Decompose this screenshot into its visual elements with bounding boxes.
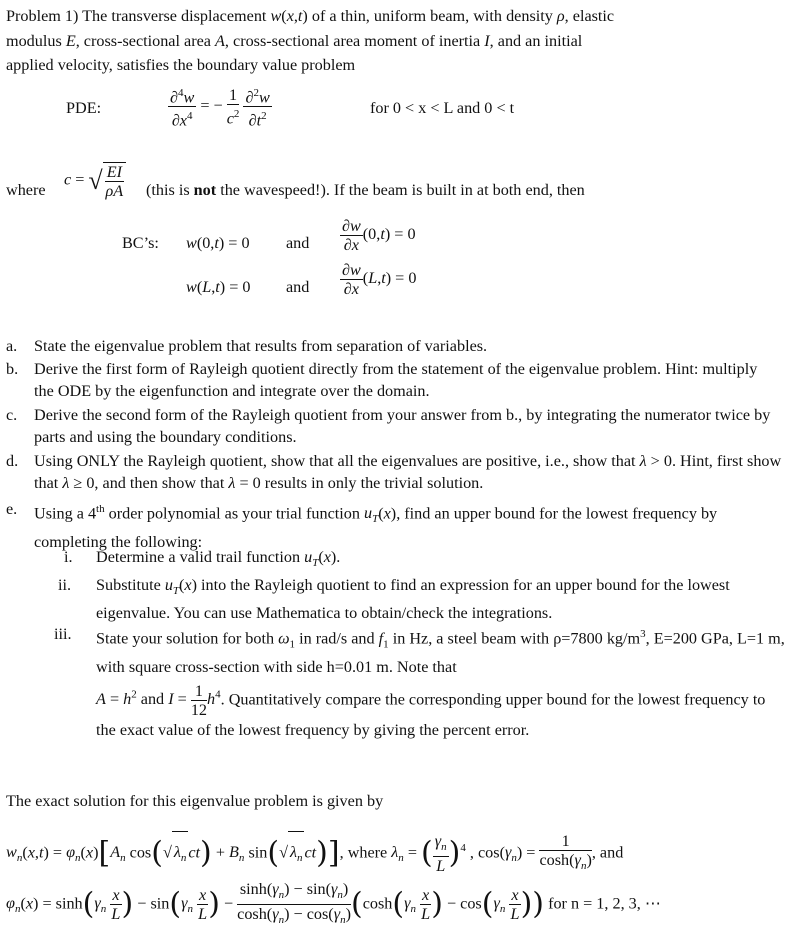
subitem-ii-text: Substitute xyxy=(96,576,161,594)
where-text: the wavespeed!). If the beam is built in at both end, then xyxy=(220,181,585,199)
exact-for-n: for n = 1, 2, 3, ⋯ xyxy=(548,894,662,913)
item-e: Using a 4th order polynomial as your trial function $u_T(x)$, find an upper bound for the lowest frequency by completing the following: xyxy=(34,503,718,551)
subitem-iii-text: . Quantitatively compare the corresponding upper bound for the lowest frequency to the exact value of the lowest frequency by giving the percent error. xyxy=(96,690,766,739)
item-label-b: b. xyxy=(6,360,19,378)
subitem-i-text: Determine a valid trail function xyxy=(96,548,301,566)
item-label-a: a. xyxy=(6,337,18,355)
intro-line-2: modulus E, cross-sectional area A, cross-sectional area moment of inertia I, and an initial xyxy=(6,32,583,50)
exact-intro: The exact solution for this eigenvalue problem is given by xyxy=(6,792,384,810)
where-note xyxy=(146,180,585,200)
item-e-sup: th xyxy=(96,503,105,515)
item-b: Derive the first form of Rayleigh quotient directly from the statement of the eigenvalue problem. Hint: multiply the ODE by the eigenfunction and integrate over the domain. xyxy=(34,360,758,400)
intro-text: , cross-sectional area moment of inertia xyxy=(224,32,481,50)
bc-and-1: and xyxy=(286,234,310,252)
pde-condition: for 0 < x < L and 0 < t xyxy=(370,99,515,117)
item-e-text: , find an upper bound for the lowest frequency by completing the following: xyxy=(34,504,718,551)
subitem-label-ii: ii. xyxy=(58,576,72,594)
subitem-label-i: i. xyxy=(64,548,73,566)
item-d-text: . Hint, first show that xyxy=(34,452,782,492)
subitem-iii-text: State your solution for both xyxy=(96,629,275,648)
subitem-i: Determine a valid trail function $u_T(x)$. xyxy=(96,548,341,570)
subitem-iii: State your solution for both $\omega_1$ in rad/s and $f_1$ in Hz, a steel beam with ρ=7800 $kg/m^3$, E=200 GPa, L=1 m, with square cross-section with side h=0.01 m. Note that $A = h^2$ and I = $\frac{1}{12}$ $h^4$. Quantitatively compare the corresponding upper bound for the lowest frequency to the exact value of the lowest frequency by giving the percent error. xyxy=(96,628,785,739)
item-d-text: results in only the trivial solution. xyxy=(264,474,484,492)
intro-text: Problem 1) The transverse displacement xyxy=(6,7,267,25)
intro-text: , cross-sectional area xyxy=(75,32,211,50)
exact-where: , where xyxy=(339,843,388,862)
bc-and-2: and xyxy=(286,278,310,296)
exact-wn-equation: $w_n(x,t) = \varphi_n(x)[A_n$ cos(√ $\lambda_n$ $ct) + B_n$ sin(√ $\lambda_n$ ct)], where $\lambda_n$ = ( $\frac{\gamma_n}{L}$ )$^4$ , $\cos(\gamma_n)$ = $\frac{1}{\cosh(\gamma_n)}$ , and xyxy=(6,828,623,879)
c-definition: c = √ $\frac{EI}{\rho A}$ xyxy=(64,162,126,200)
pde-equation: $\frac{\partial^4w}{\partial x^4}$ = − $\frac{1}{c^2}$ $\frac{\partial^2w}{\partial t^2}$ xyxy=(168,84,272,130)
where-word: where xyxy=(6,181,46,199)
item-e-text: order polynomial as your trial function xyxy=(108,504,360,523)
subitem-iii-text: , E=200 GPa, L=1 m, with square cross-section with side h=0.01 m. Note that xyxy=(96,629,785,676)
math-w-xt: w xyxy=(270,7,282,25)
pde-label: PDE: xyxy=(66,99,102,117)
intro-line-3: applied velocity, satisfies the boundary value problem xyxy=(6,56,356,74)
intro-text: of a thin, uniform beam, with density xyxy=(311,7,553,25)
item-c: Derive the second form of the Rayleigh quotient from your answer from b., by integrating the numerator twice by parts and using the boundary conditions. xyxy=(34,406,771,446)
exact-phi-equation: $\varphi_n(x) = \sinh(\gamma_n$ $\frac{x}{L}$ ) − $\sin(\gamma_n$ $\frac{x}{L}$ ) − $\frac{\sinh(\gamma_n) - \sin(\gamma_n)}{\cosh(\gamma_n) - \cos(\gamma_n)}$ ($\cosh(\gamma_n$ $\frac{x}{L}$ ) − $\cos(\gamma_n$ $\frac{x}{L}$ )) for n = 1, 2, 3, ⋯ xyxy=(6,880,662,927)
item-e-text: Using a 4 xyxy=(34,504,97,523)
intro-text: modulus xyxy=(6,32,62,50)
subitem-iii-text: kg/m xyxy=(606,629,641,648)
subitem-iii-text: ρ=7800 xyxy=(553,629,603,648)
subitem-label-iii: iii. xyxy=(54,625,72,643)
bc-label: BC’s: xyxy=(122,234,159,252)
item-d-text: Using ONLY the Rayleigh quotient, show that all the eigenvalues are positive, i.e., show that xyxy=(34,452,636,470)
subitem-ii: Substitute $u_T(x)$ into the Rayleigh quotient to find an expression for an upper bound for the lowest eigenvalue. You can use Mathematica to obtain/check the integrations. xyxy=(96,576,730,623)
bc-1: w(0,t) = 0 xyxy=(186,234,250,252)
bc-3: w(L,t) = 0 xyxy=(186,278,251,296)
subitem-iii-text: and xyxy=(140,690,165,709)
intro-text: , and an initial xyxy=(489,32,583,50)
item-a: State the eigenvalue problem that results from separation of variables. xyxy=(34,337,488,355)
subitem-iii-text: in rad/s and xyxy=(299,629,375,648)
intro-text: , elastic xyxy=(564,7,615,25)
subitem-iii-text: in Hz, a steel beam with xyxy=(392,629,550,648)
where-text: (this is xyxy=(146,181,190,199)
item-d: Using ONLY the Rayleigh quotient, show that all the eigenvalues are positive, i.e., show that λ > 0. Hint, first show that λ ≥ 0, and then show that λ = 0 results in only the trivial solution. xyxy=(34,452,782,492)
item-d-text: , and then show that xyxy=(94,474,225,492)
item-label-e: e. xyxy=(6,500,18,518)
subitem-iii-sup: 3 xyxy=(640,628,646,640)
exact-and: , and xyxy=(591,843,624,862)
bc-2: $\frac{\partial w}{\partial x}$ (0,t) = 0 xyxy=(342,217,416,254)
intro-line-1: Problem 1) The transverse displacement w(x,t) of a thin, uniform beam, with density ρ, elastic xyxy=(6,7,615,25)
item-label-c: c. xyxy=(6,406,18,424)
bc-4: $\frac{\partial w}{\partial x}$ (L,t) = 0 xyxy=(342,261,417,298)
subitem-ii-text: into the Rayleigh quotient to find an expression for an upper bound for the lowest eigenvalue. You can use Mathematica to obtain/check the integrations. xyxy=(96,576,730,623)
where-bold: not xyxy=(193,181,217,199)
item-label-d: d. xyxy=(6,452,19,470)
